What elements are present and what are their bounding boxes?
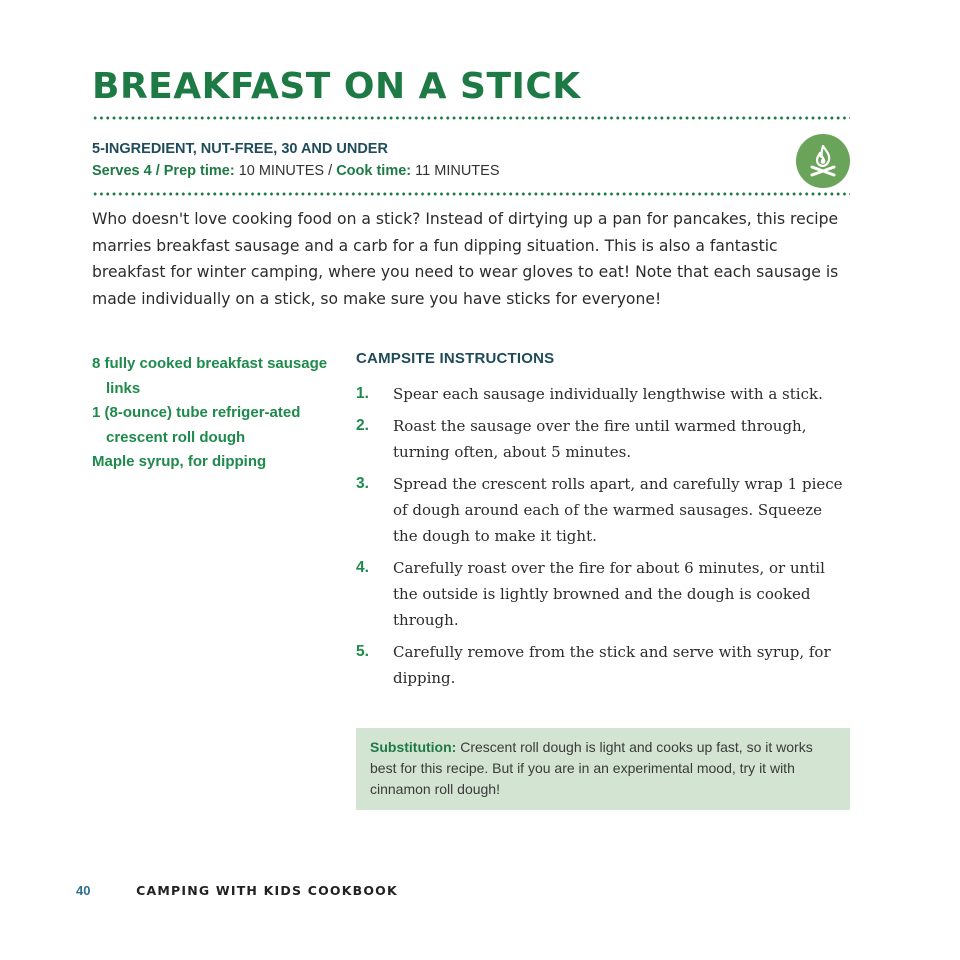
step-number: 1. xyxy=(356,385,369,402)
book-title: CAMPING WITH KIDS COOKBOOK xyxy=(136,883,398,898)
recipe-page xyxy=(92,0,850,960)
recipe-title: BREAKFAST ON A STICK xyxy=(92,66,581,107)
ingredients-list xyxy=(92,352,332,475)
campfire-icon xyxy=(796,134,850,188)
substitution-label: Substitution: xyxy=(370,739,457,755)
cook-value: 11 MINUTES xyxy=(411,163,500,179)
recipe-intro: Who doesn't love cooking food on a stick? Instead of dirtying up a pan for pancakes, this recipe marries breakfast sausage and a carb for a fun dipping situation. This is also a fantastic breakfast for winter camping, where you need to wear gloves to eat! Note that each sausage is made individually on a stick, so make sure you have sticks for everyone! xyxy=(92,210,839,308)
page-number: 40 xyxy=(76,883,91,898)
ingredient-item: 8 fully cooked breakfast sausage links xyxy=(92,355,328,397)
recipe-meta xyxy=(92,163,499,179)
step-text: Spread the crescent rolls apart, and carefully wrap 1 piece of dough around each of the warmed sausages. Squeeze the dough to make it tight. xyxy=(393,475,843,545)
substitution-text: Crescent roll dough is light and cooks up fast, so it works best for this recipe. But if you are in an experimental mood, try it with cinnamon roll dough! xyxy=(370,739,813,797)
step-number: 4. xyxy=(356,559,369,576)
cook-label: Cook time: xyxy=(336,163,412,179)
step-item xyxy=(356,413,850,465)
prep-label: Prep time: xyxy=(163,163,235,179)
step-number: 5. xyxy=(356,643,369,660)
instructions-heading: CAMPSITE INSTRUCTIONS xyxy=(356,350,555,367)
dotted-divider-bottom xyxy=(92,192,850,196)
step-item xyxy=(356,471,850,549)
dotted-divider-top xyxy=(92,116,850,120)
step-number: 3. xyxy=(356,475,369,492)
step-item xyxy=(356,381,850,407)
step-text: Spear each sausage individually lengthwise with a stick. xyxy=(393,385,823,403)
recipe-tags: 5-INGREDIENT, NUT-FREE, 30 AND UNDER xyxy=(92,141,388,157)
step-text: Carefully remove from the stick and serve with syrup, for dipping. xyxy=(393,643,831,687)
step-item xyxy=(356,555,850,633)
step-text: Carefully roast over the fire for about 6 minutes, or until the outside is lightly browned and the dough is cooked through. xyxy=(393,559,825,629)
serves-label: Serves 4 / xyxy=(92,163,164,179)
ingredient-item: Maple syrup, for dipping xyxy=(92,453,267,470)
instructions-list xyxy=(356,381,850,697)
ingredient-item: 1 (8-ounce) tube refriger-ated crescent roll dough xyxy=(92,404,301,446)
prep-value: 10 MINUTES / xyxy=(234,163,337,179)
step-text: Roast the sausage over the fire until warmed through, turning often, about 5 minutes. xyxy=(393,417,807,461)
step-item xyxy=(356,639,850,691)
substitution-box xyxy=(356,728,850,810)
step-number: 2. xyxy=(356,417,369,434)
page-footer xyxy=(76,883,398,898)
